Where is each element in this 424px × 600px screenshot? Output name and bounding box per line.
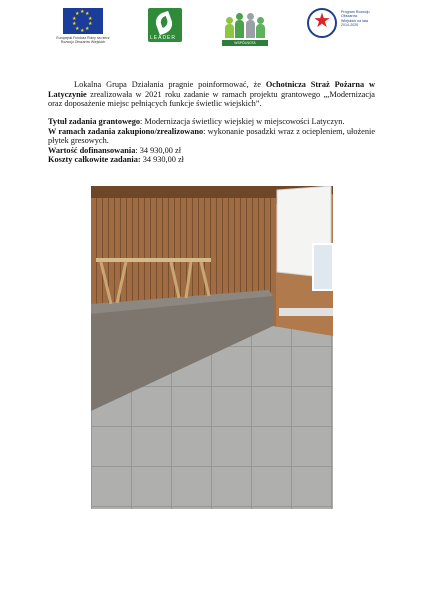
task-details — [48, 117, 375, 165]
room-photo-illustration — [91, 186, 333, 509]
person-icon — [225, 24, 234, 38]
task-scope-line — [48, 127, 375, 146]
announcement-paragraph — [48, 80, 375, 109]
intro-suffix: zrealizowała w 2021 roku zadanie w ramach projektu grantowego „,Modernizacja oraz doposażenie miejsc pełniących funkcje świetlic wiejskich”. — [48, 89, 375, 109]
total-cost-label: Koszty całkowite zadania: — [48, 155, 141, 165]
task-title-line — [48, 117, 375, 127]
eu-logo — [55, 8, 111, 44]
prow-logo-text: Program Rozwoju Obszarów Wiejskich na lata 2014-2020 — [341, 10, 370, 28]
leader-logo-text: LEADER — [150, 35, 177, 41]
organization-name: Ochotnicza Straż Pożarna w Latyczynie — [48, 80, 375, 99]
room-photo — [91, 186, 333, 509]
funding-value: : 34 930,00 zł — [135, 145, 182, 155]
person-icon — [256, 24, 265, 38]
lgd-logo — [222, 8, 268, 51]
total-cost-line — [48, 155, 375, 165]
logo-strip — [0, 6, 424, 51]
total-cost-value: 34 930,00 zł — [140, 155, 184, 165]
intro-prefix: Lokalna Grupa Działania pragnie poinformować, że — [74, 80, 266, 89]
funding-label: Wartość dofinansowania — [48, 145, 136, 155]
person-icon — [246, 20, 255, 38]
funding-line — [48, 146, 375, 156]
lgd-logo-caption: WSPÓLNOTA BOLESŁAWIECKA — [222, 40, 268, 46]
leaf-icon — [153, 11, 175, 35]
person-icon — [235, 20, 244, 38]
task-scope-label: W ramach zadania zakupiono/zrealizowano — [48, 126, 204, 136]
prow-logo — [305, 6, 370, 46]
task-title-value: : Modernizacja świetlicy wiejskiej w miejscowości Latyczyn. — [140, 117, 345, 126]
eu-logo-caption: Europejski Fundusz Rolny na rzecz Rozwoju Obszarów Wiejskich — [56, 36, 110, 44]
eu-flag-icon: ★ ★ ★ ★ ★ ★ ★ ★ ★ ★ — [63, 8, 103, 34]
task-scope-value: : wykonanie posadzki wraz z ociepleniem, ułożenie płytek gresowych. — [48, 126, 376, 146]
star-icon — [307, 8, 337, 38]
task-title-label: Tytuł zadania grantowego — [48, 117, 141, 126]
leader-logo — [148, 8, 182, 42]
